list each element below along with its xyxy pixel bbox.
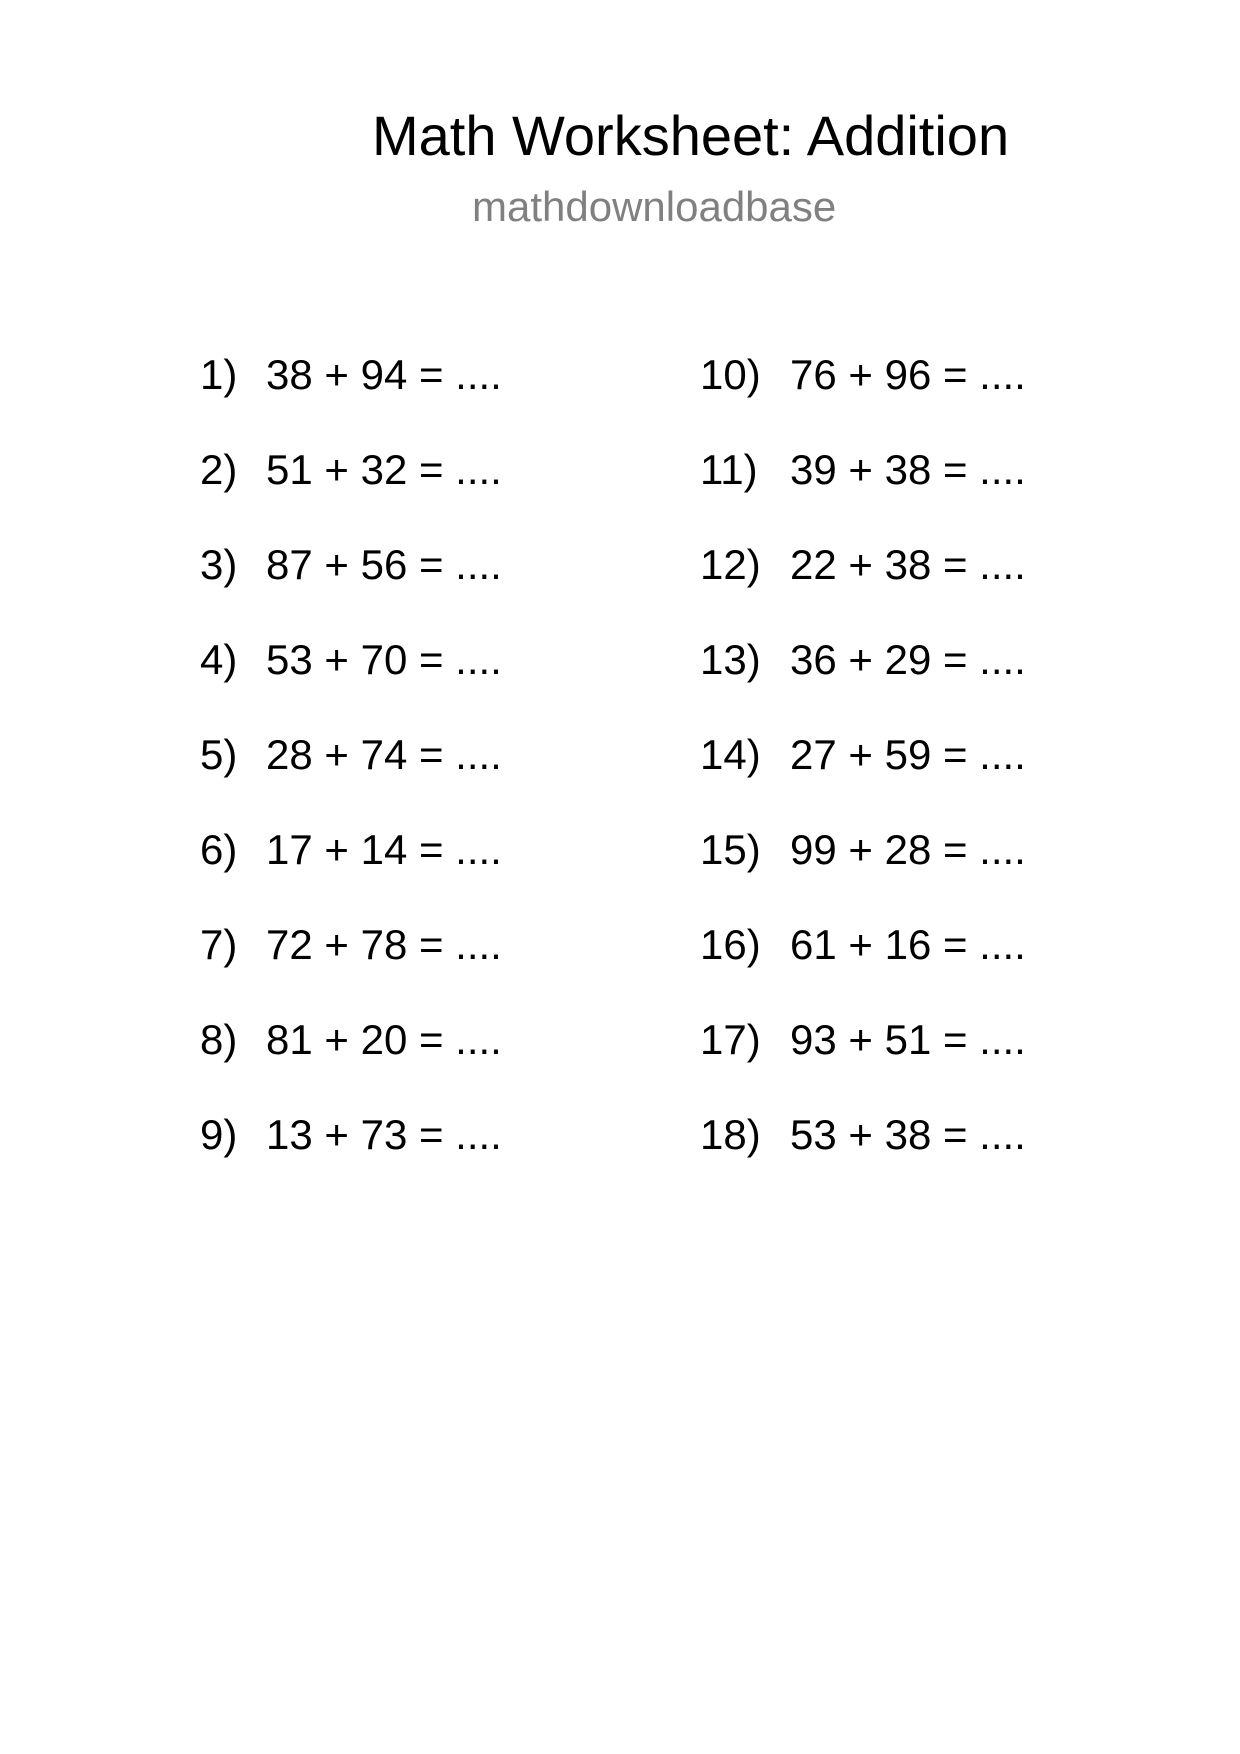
problem-item: [700, 1015, 1140, 1110]
problem-item: [700, 350, 1140, 445]
problem-item: [700, 540, 1140, 635]
problem-number: 14): [700, 731, 761, 778]
problem-expression: 61 + 16 = ....: [790, 921, 1026, 968]
problem-expression: 27 + 59 = ....: [790, 731, 1026, 778]
problem-number: 9): [200, 1111, 238, 1158]
problem-item: [200, 920, 640, 1015]
problem-number: 8): [200, 1016, 238, 1063]
problem-item: [700, 920, 1140, 1015]
problem-number: 13): [700, 636, 761, 683]
problem-expression: 39 + 38 = ....: [790, 446, 1026, 493]
problem-column-left: [200, 350, 640, 1205]
problem-expression: 28 + 74 = ....: [266, 731, 502, 778]
problem-number: 12): [700, 541, 761, 588]
problem-number: 3): [200, 541, 238, 588]
problem-number: 18): [700, 1111, 761, 1158]
problem-expression: 81 + 20 = ....: [266, 1016, 502, 1063]
problem-number: 16): [700, 921, 761, 968]
problem-expression: 53 + 70 = ....: [266, 636, 502, 683]
problem-expression: 87 + 56 = ....: [266, 541, 502, 588]
problem-expression: 72 + 78 = ....: [266, 921, 502, 968]
problem-item: [700, 635, 1140, 730]
problem-item: [700, 445, 1140, 540]
problem-item: [700, 1110, 1140, 1205]
problem-number: 4): [200, 636, 238, 683]
problem-item: [200, 445, 640, 540]
problem-item: [200, 1110, 640, 1205]
problem-item: [700, 730, 1140, 825]
problem-expression: 17 + 14 = ....: [266, 826, 502, 873]
problem-expression: 22 + 38 = ....: [790, 541, 1026, 588]
problem-number: 6): [200, 826, 238, 873]
problem-number: 5): [200, 731, 238, 778]
problem-number: 7): [200, 921, 238, 968]
problem-number: 10): [700, 351, 761, 398]
problem-item: [200, 730, 640, 825]
problem-number: 1): [200, 351, 238, 398]
problem-expression: 76 + 96 = ....: [790, 351, 1026, 398]
problem-number: 2): [200, 446, 238, 493]
page-subtitle: mathdownloadbase: [472, 183, 837, 230]
problem-expression: 13 + 73 = ....: [266, 1111, 502, 1158]
problem-item: [200, 350, 640, 445]
problem-item: [200, 540, 640, 635]
problem-item: [200, 635, 640, 730]
problem-expression: 51 + 32 = ....: [266, 446, 502, 493]
problem-expression: 93 + 51 = ....: [790, 1016, 1026, 1063]
problem-expression: 53 + 38 = ....: [790, 1111, 1026, 1158]
page-title: Math Worksheet: Addition: [372, 104, 1010, 167]
problem-number: 17): [700, 1016, 761, 1063]
problem-column-right: [700, 350, 1140, 1205]
problem-item: [700, 825, 1140, 920]
problem-expression: 99 + 28 = ....: [790, 826, 1026, 873]
problem-expression: 36 + 29 = ....: [790, 636, 1026, 683]
problem-item: [200, 1015, 640, 1110]
problem-item: [200, 825, 640, 920]
problem-expression: 38 + 94 = ....: [266, 351, 502, 398]
problem-number: 11): [700, 446, 758, 493]
problem-number: 15): [700, 826, 761, 873]
